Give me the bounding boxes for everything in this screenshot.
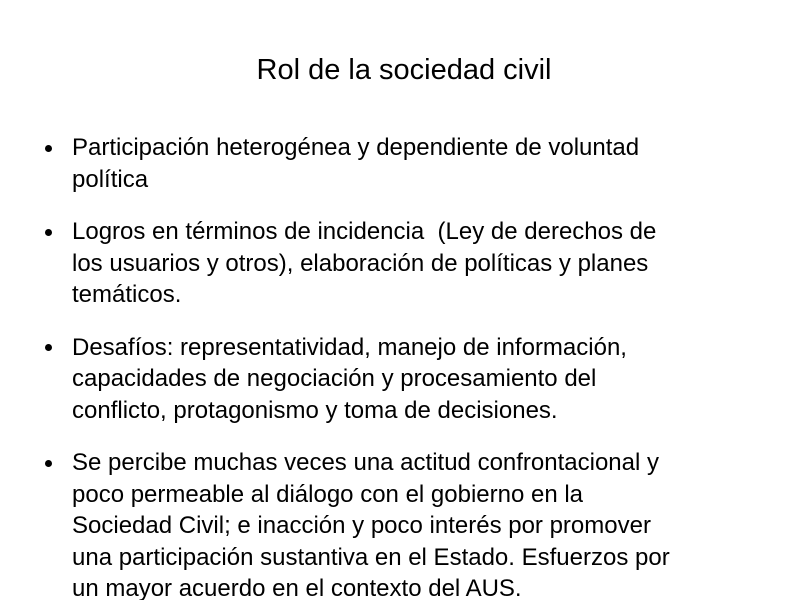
bullet-text-line: un mayor acuerdo en el contexto del AUS. <box>72 575 522 600</box>
bullet-text-line: política <box>72 165 149 193</box>
bullet-dot-icon <box>45 229 52 236</box>
bullet-text-line: los usuarios y otros), elaboración de políticas y planes <box>72 249 649 277</box>
bullet-item <box>0 216 800 311</box>
bullet-text-line: capacidades de negociación y procesamiento del <box>72 365 597 392</box>
bullet-text-line: Sociedad Civil; e inacción y poco interés por promover <box>72 512 651 539</box>
bullet-text-line: Desafíos: representatividad, manejo de información, <box>72 333 627 361</box>
bullet-text-line: conflicto, protagonismo y toma de decisiones. <box>72 396 558 424</box>
bullet-item <box>0 332 800 427</box>
bullet-dot-icon <box>45 460 52 467</box>
bullet-text-line: Participación heterogénea y dependiente de voluntad <box>72 134 640 161</box>
bullet-dot-icon <box>45 145 52 152</box>
bullet-text-line: poco permeable al diálogo con el gobierno en la <box>72 480 584 508</box>
bullet-item <box>0 447 800 600</box>
bullet-list <box>0 132 800 600</box>
bullet-text-line: Logros en términos de incidencia (Ley de derechos de <box>72 218 657 245</box>
bullet-dot-icon <box>45 344 52 351</box>
slide-title: Rol de la sociedad civil <box>256 54 552 86</box>
bullet-text-line: temáticos. <box>72 281 182 308</box>
bullet-text-line: Se percibe muchas veces una actitud confrontacional y <box>72 449 660 476</box>
bullet-text-line: una participación sustantiva en el Estado. Esfuerzos por <box>72 543 670 571</box>
bullet-item <box>0 132 800 195</box>
